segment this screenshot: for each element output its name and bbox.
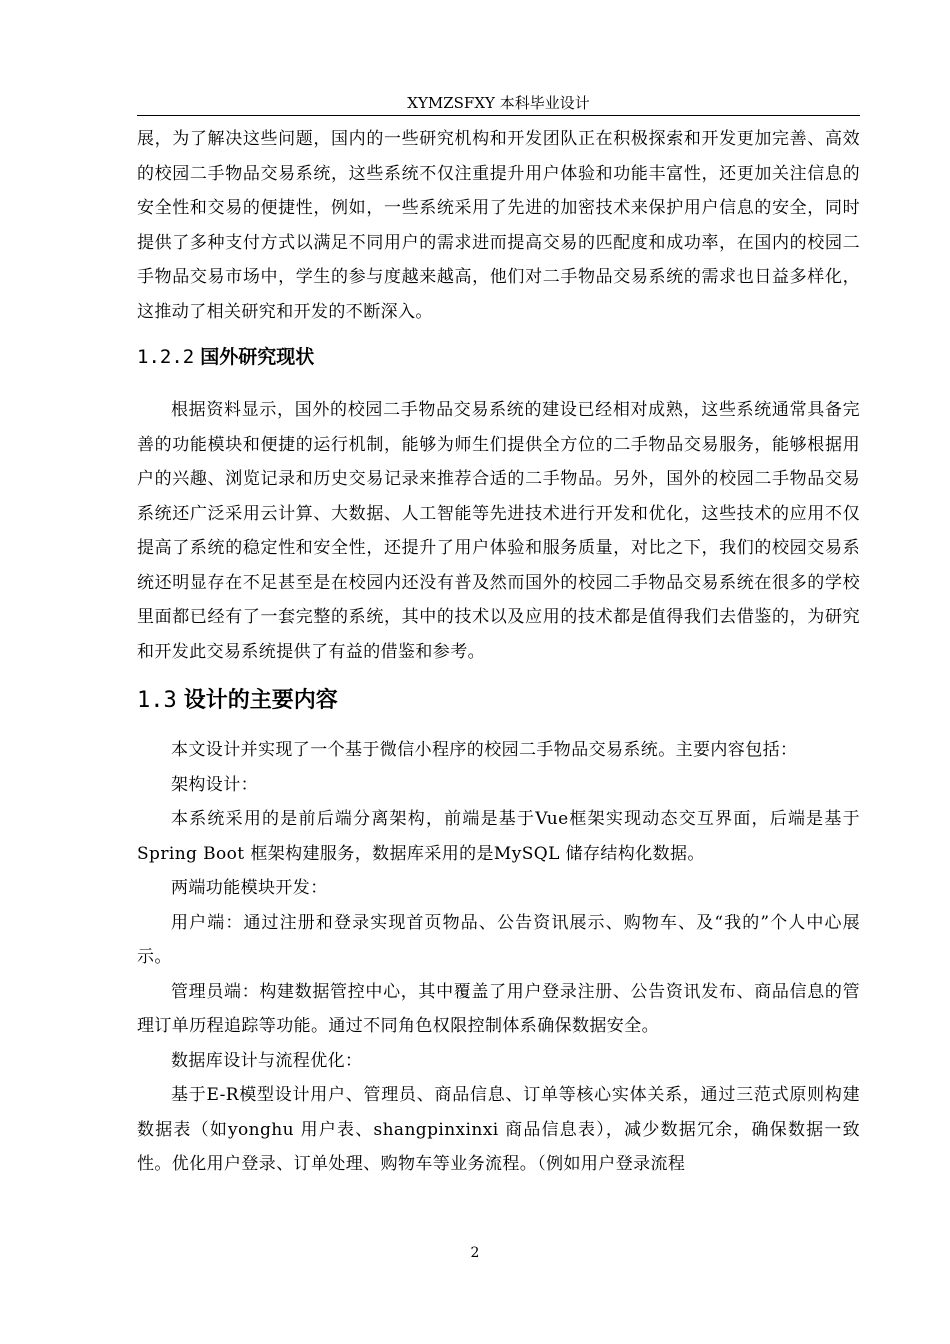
section-number: 1.3 [137,688,177,713]
paragraph: 架构设计： [171,774,258,795]
section-title: 设计的主要内容 [183,688,338,713]
page-number: 2 [470,1245,480,1261]
paragraph: 管理员端：构建数据管控中心，其中覆盖了用户登录注册、公告资讯发布、商品信息的管理订单历程追踪等功能。通过不同角色权限控制体系确保数据安全。 [137,981,860,1036]
paragraph: 数据库设计与流程优化： [171,1050,363,1071]
section-number: 1.2.2 [137,346,195,368]
paragraph: 两端功能模块开发： [171,878,328,898]
paragraph: 本系统采用的是前后端分离架构，前端是基于Vue框架实现动态交互界面，后端是基于Spring Boot 框架构建服务，数据库采用的是MySQL 储存结构化数据。 [137,809,860,864]
document-body [137,122,860,1182]
paragraph: 基于E-R模型设计用户、管理员、商品信息、订单等核心实体关系，通过三范式原则构建数据表（如yonghu 用户表、shangpinxinxi 商品信息表），减少数据冗余，确保数据一致性。优化用户登录、订单处理、购物车等业务流程。（例如用户登录流程 [137,1085,860,1174]
header-rule [137,115,860,116]
paragraph: 用户端：通过注册和登录实现首页物品、公告资讯展示、购物车、及“我的”个人中心展示。 [137,912,860,967]
paragraph-continued: 展，为了解决这些问题，国内的一些研究机构和开发团队正在积极探索和开发更加完善、高效的校园二手物品交易系统，这些系统不仅注重提升用户体验和功能丰富性，还更加关注信息的安全性和交易的便捷性，例如，一些系统采用了先进的加密技术来保护用户信息的安全，同时提供了多种支付方式以满足不同用户的需求进而提高交易的匹配度和成功率，在国内的校园二手物品交易市场中，学生的参与度越来越高，他们对二手物品交易系统的需求也日益多样化，这推动了相关研究和开发的不断深入。 [137,129,860,322]
section-heading-1-3 [137,681,860,721]
paragraph: 本文设计并实现了一个基于微信小程序的校园二手物品交易系统。主要内容包括： [171,740,798,760]
paragraph: 根据资料显示，国外的校园二手物品交易系统的建设已经相对成熟，这些系统通常具备完善的功能模块和便捷的运行机制，能够为师生们提供全方位的二手物品交易服务，能够根据用户的兴趣、浏览记录和历史交易记录来推荐合适的二手物品。另外，国外的校园二手物品交易系统还广泛采用云计算、大数据、人工智能等先进技术进行开发和优化，这些技术的应用不仅提高了系统的稳定性和安全性，还提升了用户体验和服务质量，对比之下，我们的校园交易系统还明显存在不足甚至是在校园内还没有普及然而国外的校园二手物品交易系统在很多的学校里面都已经有了一套完整的系统，其中的技术以及应用的技术都是值得我们去借鉴的，为研究和开发此交易系统提供了有益的借鉴和参考。 [137,400,860,662]
section-title: 国外研究现状 [200,346,315,368]
page-header: XYMZSFXY 本科毕业设计 [407,94,590,112]
section-heading-1-2-2 [137,339,860,375]
